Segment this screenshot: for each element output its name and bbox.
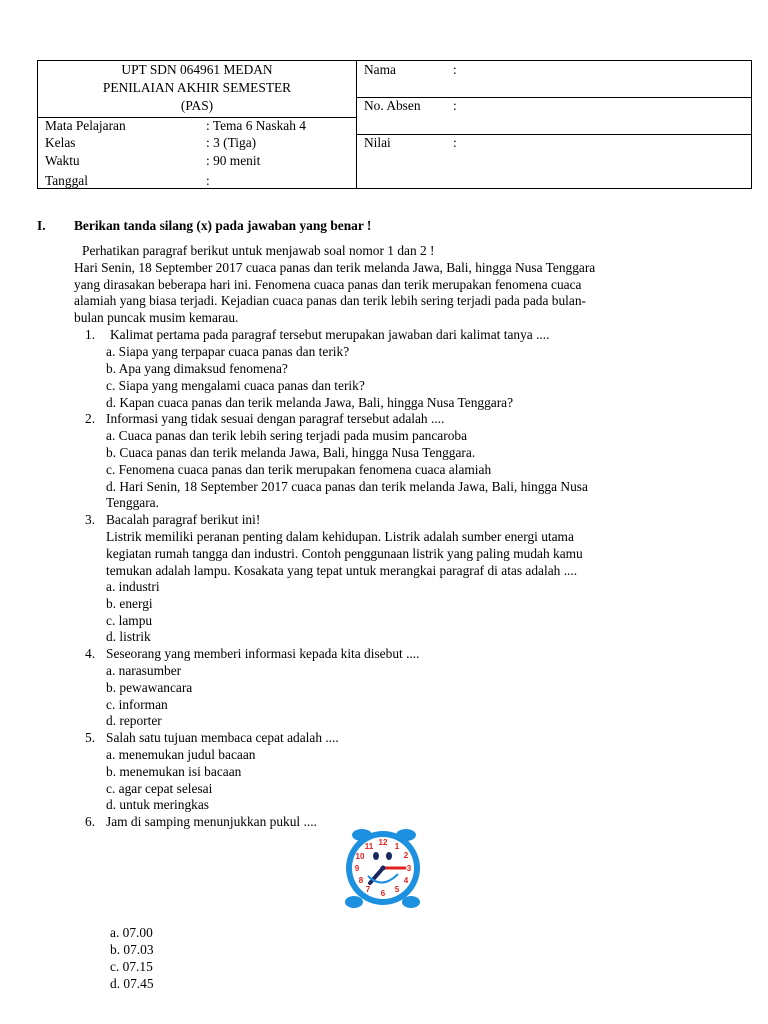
paragraph-line: Hari Senin, 18 September 2017 cuaca panas dan terik melanda Jawa, Bali, hingga Nusa Tenggara bbox=[74, 260, 596, 275]
clock-numeral: 9 bbox=[354, 864, 360, 873]
info-value-time: : 90 menit bbox=[206, 153, 261, 168]
clock-numeral: 4 bbox=[403, 876, 409, 885]
section-title: Berikan tanda silang (x) pada jawaban yang benar ! bbox=[74, 218, 372, 233]
question-text: Seseorang yang memberi informasi kepada kita disebut .... bbox=[106, 646, 420, 661]
answer-option[interactable]: d. 07.45 bbox=[110, 976, 154, 991]
clock-numeral: 8 bbox=[358, 876, 364, 885]
answer-option[interactable]: a. 07.00 bbox=[110, 925, 153, 940]
paragraph-line: alamiah yang biasa terjadi. Kejadian cuaca panas dan terik lebih sering terjadi pada pada bulan- bbox=[74, 293, 586, 308]
answer-option[interactable]: c. lampu bbox=[106, 613, 153, 628]
clock-numeral: 5 bbox=[394, 885, 400, 894]
paragraph-line: bulan puncak musim kemarau. bbox=[74, 310, 239, 325]
question-body-line: Listrik memiliki peranan penting dalam kehidupan. Listrik adalah sumber energi utama bbox=[106, 529, 574, 544]
paragraph-line: yang dirasakan beberapa hari ini. Fenomena cuaca panas dan terik merupakan fenomena cuaca bbox=[74, 277, 582, 292]
intro-text: Perhatikan paragraf berikut untuk menjawab soal nomor 1 dan 2 ! bbox=[82, 243, 435, 258]
question-number: 4. bbox=[85, 646, 96, 661]
clock-numeral: 11 bbox=[364, 842, 374, 851]
answer-option[interactable]: a. narasumber bbox=[106, 663, 182, 678]
answer-option[interactable]: b. menemukan isi bacaan bbox=[106, 764, 242, 779]
question-text: Kalimat pertama pada paragraf tersebut merupakan jawaban dari kalimat tanya .... bbox=[110, 327, 550, 342]
answer-option[interactable]: c. informan bbox=[106, 697, 168, 712]
field-colon-name: : bbox=[453, 62, 457, 77]
header-table bbox=[37, 60, 752, 189]
answer-option[interactable]: d. reporter bbox=[106, 713, 162, 728]
info-label-subject: Mata Pelajaran bbox=[45, 118, 126, 133]
header-divider bbox=[356, 61, 357, 188]
question-text: Salah satu tujuan membaca cepat adalah .... bbox=[106, 730, 339, 745]
clock-numeral: 10 bbox=[355, 852, 365, 861]
info-value-date: : bbox=[206, 173, 210, 188]
field-colon-absen: : bbox=[453, 98, 457, 113]
clock-numeral: 1 bbox=[394, 842, 400, 851]
answer-option-continued: Tenggara. bbox=[106, 495, 159, 510]
answer-option[interactable]: b. 07.03 bbox=[110, 942, 154, 957]
clock-numeral: 12 bbox=[378, 838, 388, 847]
field-label-nilai: Nilai bbox=[364, 135, 391, 150]
answer-option[interactable]: c. 07.15 bbox=[110, 959, 153, 974]
field-label-absen: No. Absen bbox=[364, 98, 421, 113]
question-number: 3. bbox=[85, 512, 96, 527]
answer-option[interactable]: a. Cuaca panas dan terik lebih sering terjadi pada musim pancaroba bbox=[106, 428, 468, 443]
exam-short: (PAS) bbox=[180, 98, 214, 113]
answer-option[interactable]: d. Hari Senin, 18 September 2017 cuaca panas dan terik melanda Jawa, Bali, hingga Nusa bbox=[106, 479, 588, 494]
question-text: Jam di samping menunjukkan pukul .... bbox=[106, 814, 317, 829]
field-label-name: Nama bbox=[364, 62, 396, 77]
clock-center-pin bbox=[381, 866, 386, 871]
school-name: UPT SDN 064961 MEDAN bbox=[121, 62, 273, 77]
question-number: 6. bbox=[85, 814, 96, 829]
answer-option[interactable]: d. untuk meringkas bbox=[106, 797, 210, 812]
field-colon-nilai: : bbox=[453, 135, 457, 150]
answer-option[interactable]: a. Siapa yang terpapar cuaca panas dan terik? bbox=[106, 344, 350, 359]
answer-option[interactable]: c. Siapa yang mengalami cuaca panas dan terik? bbox=[106, 378, 365, 393]
answer-option[interactable]: b. energi bbox=[106, 596, 153, 611]
answer-option[interactable]: a. industri bbox=[106, 579, 160, 594]
section-number: I. bbox=[37, 218, 46, 233]
question-number: 2. bbox=[85, 411, 96, 426]
header-right-divider-2 bbox=[356, 134, 751, 135]
exam-title: PENILAIAN AKHIR SEMESTER bbox=[102, 80, 292, 95]
clock-numeral: 7 bbox=[365, 885, 371, 894]
clock-numeral: 3 bbox=[406, 864, 412, 873]
answer-option[interactable]: d. Kapan cuaca panas dan terik melanda Jawa, Bali, hingga Nusa Tenggara? bbox=[106, 395, 514, 410]
clock-foot-left bbox=[345, 896, 363, 908]
answer-option[interactable]: b. Cuaca panas dan terik melanda Jawa, Bali, hingga Nusa Tenggara. bbox=[106, 445, 476, 460]
info-value-class: : 3 (Tiga) bbox=[206, 135, 257, 150]
clock-numeral: 2 bbox=[403, 851, 409, 860]
answer-option[interactable]: b. Apa yang dimaksud fenomena? bbox=[106, 361, 288, 376]
question-body-line: temukan adalah lampu. Kosakata yang tepat untuk merangkai paragraf di atas adalah .... bbox=[106, 563, 578, 578]
answer-option[interactable]: c. Fenomena cuaca panas dan terik merupakan fenomena cuaca alamiah bbox=[106, 462, 492, 477]
info-label-time: Waktu bbox=[45, 153, 80, 168]
clock-illustration bbox=[332, 826, 436, 912]
info-label-class: Kelas bbox=[45, 135, 76, 150]
question-text: Informasi yang tidak sesuai dengan paragraf tersebut adalah .... bbox=[106, 411, 445, 426]
clock-eye-left bbox=[373, 852, 379, 860]
answer-option[interactable]: a. menemukan judul bacaan bbox=[106, 747, 256, 762]
info-label-date: Tanggal bbox=[45, 173, 88, 188]
answer-option[interactable]: b. pewawancara bbox=[106, 680, 193, 695]
answer-option[interactable]: d. listrik bbox=[106, 629, 151, 644]
question-body-line: kegiatan rumah tangga dan industri. Contoh penggunaan listrik yang paling mudah kamu bbox=[106, 546, 583, 561]
answer-option[interactable]: c. agar cepat selesai bbox=[106, 781, 213, 796]
clock-numeral: 6 bbox=[380, 889, 386, 898]
question-text: Bacalah paragraf berikut ini! bbox=[106, 512, 261, 527]
info-value-subject: : Tema 6 Naskah 4 bbox=[206, 118, 306, 133]
clock-eye-right bbox=[386, 852, 392, 860]
question-number: 1. bbox=[85, 327, 96, 342]
question-number: 5. bbox=[85, 730, 96, 745]
